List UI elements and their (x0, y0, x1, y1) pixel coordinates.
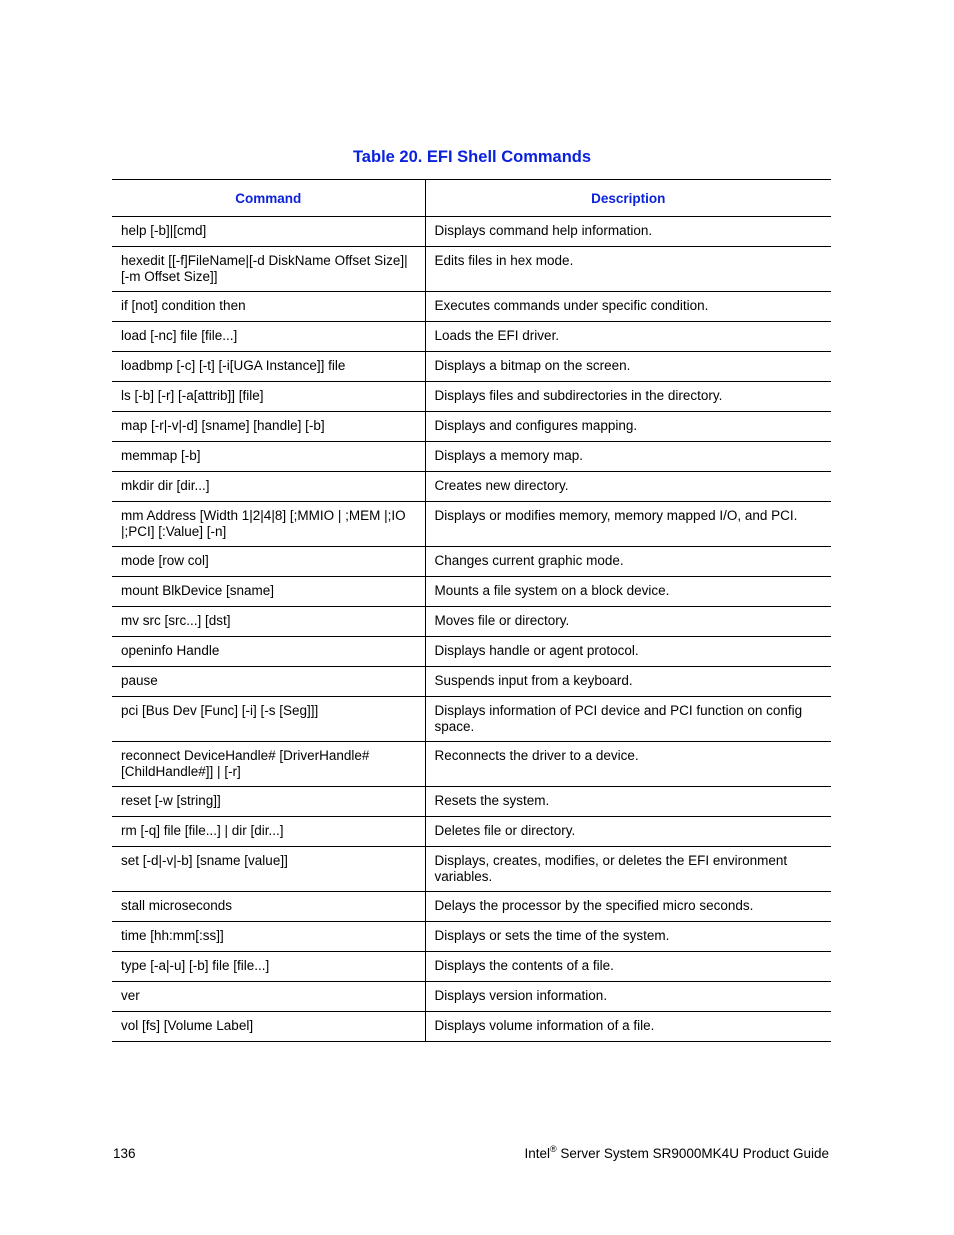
registered-mark: ® (549, 1144, 557, 1154)
command-cell: hexedit [[-f]FileName|[-d DiskName Offset Size]|[-m Offset Size]] (112, 247, 425, 292)
description-cell: Edits files in hex mode. (425, 247, 831, 292)
table-row (112, 577, 831, 607)
command-cell: memmap [-b] (112, 442, 425, 472)
description-cell: Displays, creates, modifies, or deletes the EFI environment variables. (425, 847, 831, 892)
command-cell: pci [Bus Dev [Func] [-i] [-s [Seg]]] (112, 697, 425, 742)
description-cell: Displays the contents of a file. (425, 952, 831, 982)
table-row (112, 352, 831, 382)
table-row (112, 742, 831, 787)
description-cell: Displays files and subdirectories in the directory. (425, 382, 831, 412)
command-cell: pause (112, 667, 425, 697)
table-row (112, 442, 831, 472)
description-cell: Displays a bitmap on the screen. (425, 352, 831, 382)
table-row (112, 982, 831, 1012)
command-cell: map [-r|-v|-d] [sname] [handle] [-b] (112, 412, 425, 442)
description-cell: Creates new directory. (425, 472, 831, 502)
document-title (524, 1146, 829, 1161)
command-cell: mm Address [Width 1|2|4|8] [;MMIO | ;MEM |;IO |;PCI] [:Value] [-n] (112, 502, 425, 547)
description-cell: Resets the system. (425, 787, 831, 817)
table-row (112, 637, 831, 667)
command-cell: mv src [src...] [dst] (112, 607, 425, 637)
table-header-row (112, 180, 831, 217)
command-cell: help [-b]|[cmd] (112, 217, 425, 247)
command-cell: set [-d|-v|-b] [sname [value]] (112, 847, 425, 892)
description-cell: Loads the EFI driver. (425, 322, 831, 352)
description-cell: Mounts a file system on a block device. (425, 577, 831, 607)
product-guide-title: Server System SR9000MK4U Product Guide (556, 1146, 829, 1161)
command-cell: mkdir dir [dir...] (112, 472, 425, 502)
description-cell: Displays information of PCI device and PCI function on config space. (425, 697, 831, 742)
command-cell: mode [row col] (112, 547, 425, 577)
command-cell: vol [fs] [Volume Label] (112, 1012, 425, 1042)
table-row (112, 1012, 831, 1042)
table-row (112, 667, 831, 697)
description-cell: Displays handle or agent protocol. (425, 637, 831, 667)
table-row (112, 847, 831, 892)
command-cell: reset [-w [string]] (112, 787, 425, 817)
description-cell: Displays and configures mapping. (425, 412, 831, 442)
description-cell: Displays a memory map. (425, 442, 831, 472)
command-cell: load [-nc] file [file...] (112, 322, 425, 352)
description-cell: Deletes file or directory. (425, 817, 831, 847)
description-cell: Suspends input from a keyboard. (425, 667, 831, 697)
description-cell: Displays volume information of a file. (425, 1012, 831, 1042)
table-row (112, 922, 831, 952)
command-cell: rm [-q] file [file...] | dir [dir...] (112, 817, 425, 847)
table-row (112, 292, 831, 322)
command-cell: ls [-b] [-r] [-a[attrib]] [file] (112, 382, 425, 412)
command-cell: time [hh:mm[:ss]] (112, 922, 425, 952)
efi-shell-commands-table (112, 179, 831, 1042)
table-title: Table 20. EFI Shell Commands (352, 148, 592, 166)
command-cell: stall microseconds (112, 892, 425, 922)
table-row (112, 472, 831, 502)
description-cell: Moves file or directory. (425, 607, 831, 637)
table-row (112, 412, 831, 442)
command-cell: if [not] condition then (112, 292, 425, 322)
table-row (112, 787, 831, 817)
command-cell: loadbmp [-c] [-t] [-i[UGA Instance]] file (112, 352, 425, 382)
table-row (112, 607, 831, 637)
table-row (112, 247, 831, 292)
description-cell: Reconnects the driver to a device. (425, 742, 831, 787)
description-cell: Displays command help information. (425, 217, 831, 247)
description-column-header: Description (425, 180, 831, 217)
command-cell: ver (112, 982, 425, 1012)
page-number: 136 (113, 1146, 136, 1161)
table-row (112, 697, 831, 742)
brand-name: Intel (524, 1146, 550, 1161)
description-cell: Changes current graphic mode. (425, 547, 831, 577)
table-row (112, 547, 831, 577)
table-row (112, 502, 831, 547)
table-row (112, 382, 831, 412)
description-cell: Displays or sets the time of the system. (425, 922, 831, 952)
command-column-header: Command (112, 180, 425, 217)
table-row (112, 322, 831, 352)
description-cell: Displays or modifies memory, memory mapped I/O, and PCI. (425, 502, 831, 547)
command-cell: reconnect DeviceHandle# [DriverHandle# [ChildHandle#]] | [-r] (112, 742, 425, 787)
command-cell: type [-a|-u] [-b] file [file...] (112, 952, 425, 982)
description-cell: Displays version information. (425, 982, 831, 1012)
command-cell: openinfo Handle (112, 637, 425, 667)
table-row (112, 952, 831, 982)
command-cell: mount BlkDevice [sname] (112, 577, 425, 607)
description-cell: Delays the processor by the specified micro seconds. (425, 892, 831, 922)
table-row (112, 892, 831, 922)
description-cell: Executes commands under specific condition. (425, 292, 831, 322)
table-row (112, 217, 831, 247)
table-row (112, 817, 831, 847)
